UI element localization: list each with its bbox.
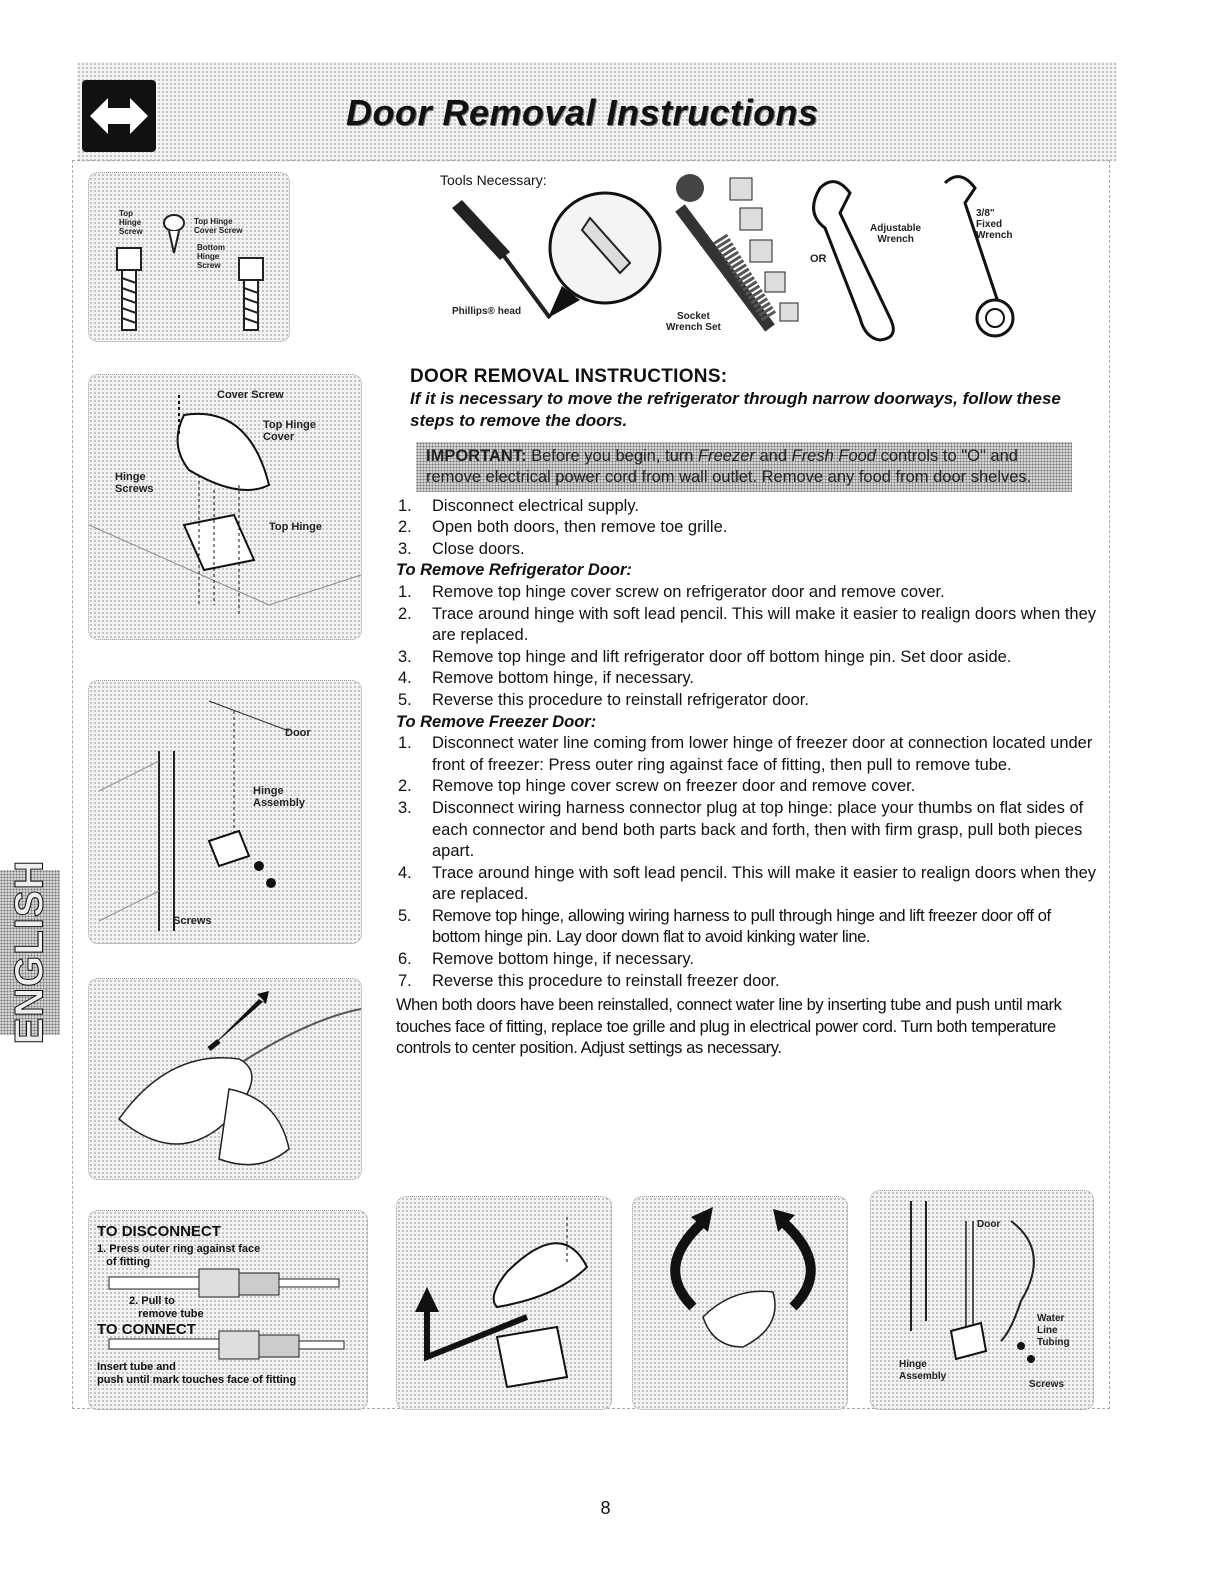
hinge-assembly-label: Hinge Assembly: [899, 1359, 947, 1382]
hinge-parts-figure: [88, 172, 290, 342]
connect-title: TO CONNECT: [97, 1321, 196, 1338]
list-item: 1. Remove top hinge cover screw on refrigerator door and remove cover.: [398, 582, 945, 601]
refrigerator-steps: [396, 582, 1096, 712]
door-label: Door: [977, 1219, 1001, 1230]
important-notice: IMPORTANT: Before you begin, turn Freezer and Fresh Food controls to "O" and remove electrical power cord from wall outlet. Remove any food from door shelves.: [416, 442, 1072, 492]
socket-wrench-label: Socket Wrench Set: [666, 311, 721, 333]
screws-label: Screws: [173, 915, 212, 927]
list-item: 1. Disconnect electrical supply.: [398, 496, 639, 515]
top-hinge-label: Top Hinge: [269, 521, 322, 533]
fixed-wrench-label: 3/8" Fixed Wrench: [976, 208, 1013, 241]
instructions-subheading: If it is necessary to move the refrigerator through narrow doorways, follow these steps to remove the doors.: [410, 388, 1061, 430]
water-line-tubing-label: Water Line Tubing: [1037, 1313, 1070, 1348]
list-item: 5. Reverse this procedure to reinstall refrigerator door.: [398, 690, 809, 709]
list-item: 2. Remove top hinge cover screw on freezer door and remove cover.: [398, 777, 916, 796]
adjustable-wrench-label: Adjustable Wrench: [870, 223, 922, 245]
tools-label: Tools Necessary:: [440, 172, 547, 188]
prep-steps: [396, 496, 1096, 561]
water-line-hinge-figure: [870, 1190, 1094, 1410]
top-hinge-screw-label: Top Hinge Screw: [119, 209, 143, 236]
list-item: 3. Close doors.: [398, 539, 525, 558]
list-item: 2. Open both doors, then remove toe grille.: [398, 518, 728, 537]
freezer-steps: [396, 733, 1096, 992]
cover-screw-label: Cover Screw: [217, 389, 284, 401]
connect-step: Insert tube and push until mark touches face of fitting: [97, 1361, 297, 1386]
freezer-door-heading: To Remove Freezer Door:: [396, 712, 597, 731]
list-item: 2. Trace around hinge with soft lead pencil. This will make it easier to realign doors when they are replaced.: [398, 604, 1097, 645]
list-item: 4. Trace around hinge with soft lead pencil. This will make it easier to realign doors when they are replaced.: [398, 863, 1097, 904]
important-label: IMPORTANT:: [426, 446, 527, 465]
tools-figure: [440, 168, 1080, 353]
phillips-label: Phillips® head: [452, 306, 522, 317]
hinge-screws-label: Hinge Screws: [115, 471, 154, 495]
page-number: 8: [600, 1498, 611, 1518]
or-label: OR: [810, 253, 827, 265]
instructions-section: [396, 366, 1096, 1060]
closing-paragraph: When both doors have been reinstalled, connect water line by inserting tube and push until mark touches face of fitting, replace toe grille and plug in electrical power cord. Turn both temperature controls to center position. Adjust settings as necessary.: [396, 996, 1062, 1058]
list-item: 3. Remove top hinge and lift refrigerator door off bottom hinge pin. Set door aside.: [398, 647, 1012, 666]
disconnect-step-1: 1. Press outer ring against face of fitting: [97, 1243, 261, 1268]
top-hinge-cover-label: Top Hinge Cover: [263, 419, 316, 443]
bottom-hinge-screw-label: Bottom Hinge Screw: [197, 243, 225, 270]
water-line-disconnect-figure: [88, 978, 362, 1180]
refrigerator-door-heading: To Remove Refrigerator Door:: [396, 561, 632, 580]
instructions-heading: DOOR REMOVAL INSTRUCTIONS:: [410, 366, 728, 387]
language-tab-label: ENGLISH: [7, 859, 52, 1045]
disconnect-title: TO DISCONNECT: [97, 1223, 221, 1240]
hinge-cover-lift-figure: [396, 1196, 612, 1410]
list-item: 3. Disconnect wiring harness connector plug at top hinge: place your thumbs on flat sides of each connector and bend both parts back and forth, then with firm grasp, pull both pieces apart.: [398, 798, 1084, 861]
connect-disconnect-figure: [88, 1210, 368, 1410]
list-item: 5. Remove top hinge, allowing wiring harness to pull through hinge and lift freezer door off of bottom hinge pin. Lay door down flat to avoid kinking water line.: [398, 906, 1051, 947]
list-item: 1. Disconnect water line coming from lower hinge of freezer door at connection located under front of freezer: Press outer ring against face of fitting, then pull to remove tube.: [398, 734, 1093, 774]
list-item: 4. Remove bottom hinge, if necessary.: [398, 669, 694, 688]
language-tab: [0, 859, 60, 1045]
list-item: 6. Remove bottom hinge, if necessary.: [398, 950, 694, 969]
double-arrow-icon: [82, 80, 156, 152]
wiring-harness-figure: [632, 1196, 848, 1410]
top-hinge-cover-screw-label: Top Hinge Cover Screw: [194, 217, 243, 235]
screws-label: Screws: [1029, 1379, 1065, 1390]
hinge-assembly-label: Hinge Assembly: [253, 785, 305, 809]
list-item: 7. Reverse this procedure to reinstall freezer door.: [398, 971, 780, 990]
page-title: Door Removal Instructions: [346, 92, 819, 133]
disconnect-step-2: 2. Pull to remove tube: [129, 1295, 204, 1320]
top-hinge-figure: [88, 374, 362, 640]
bottom-hinge-figure: [88, 680, 362, 944]
door-label: Door: [285, 727, 311, 739]
